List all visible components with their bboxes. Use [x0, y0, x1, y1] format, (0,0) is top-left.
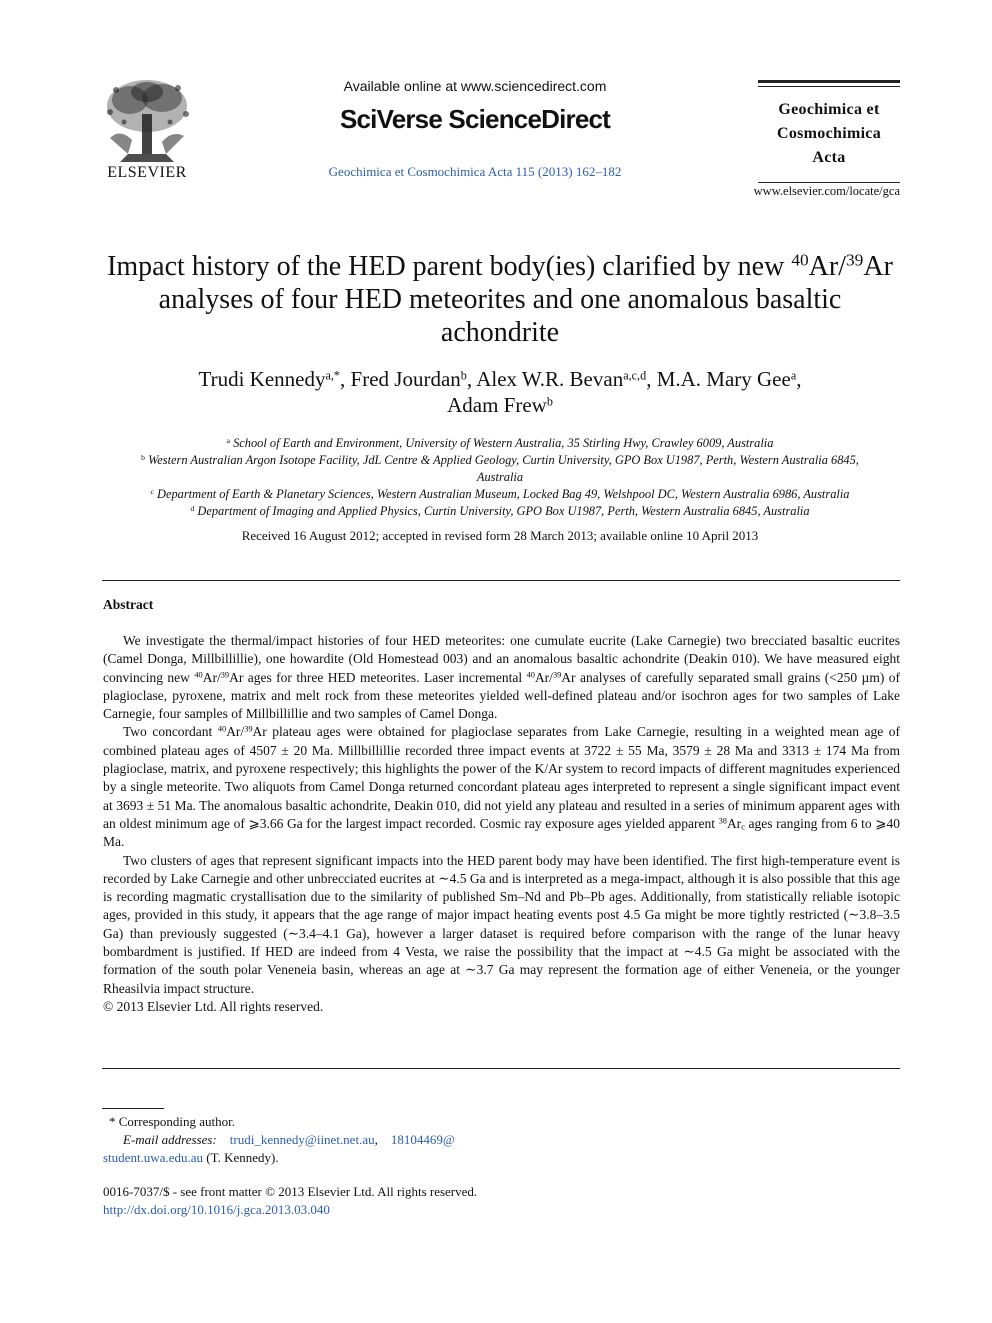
email-link[interactable]: student.uwa.edu.au — [103, 1150, 204, 1165]
article-title: Impact history of the HED parent body(ies) clarified by new $^{40}$Ar/$^{39}$Ar analyses of four HED meteorites and one anomalous basaltic achondrite — [107, 250, 893, 348]
divider — [102, 1068, 900, 1069]
abstract-heading: Abstract — [103, 597, 154, 612]
abstract-paragraph: Two clusters of ages that represent significant impacts into the HED parent body may have been identified. The first high-temperature event is recorded by Lake Carnegie and other unbrecciated eucrites at ∼4.5 Ga and is interpreted as a mega-impact, although it is also possible that this age is recording magmatic crystallisation due to the similarity of published Sm–Nd and Pb–Pb ages. Additionally, from statistically reliable isotopic ages, provided in this study, it appears that the age range of major impact heating events post 4.5 Ga might be more tightly restricted (∼3.8–3.5 Ga) than previously suggested (∼3.4–4.1 Ga), however a larger dataset is required before comparison with the range of the lunar heavy bombardment is justified. If HED are indeed from 4 Vesta, we raise the possibility that the impact at ∼4.5 Ga might be associated with the formation of the south polar Veneneia basin, whereas an age at ∼3.7 Ga may represent the formation age of either Veneneia, or the younger Rheasilvia impact structure. — [103, 852, 900, 996]
journal-name-line-3: Acta — [812, 149, 846, 166]
corresponding-author-footnote: * Corresponding author. E-mail addresses: trudi_kennedy@iinet.net.au, 18104469@ student.uwa.edu.au (T. Kennedy). — [103, 1114, 455, 1165]
divider — [102, 580, 900, 581]
author[interactable]: Alex W.R. Bevan$^{a,c,d}$ — [476, 367, 647, 391]
email-link[interactable]: 18104469@ — [390, 1132, 455, 1147]
publisher-name: ELSEVIER — [107, 164, 187, 181]
journal-citation-link[interactable]: Geochimica et Cosmochimica Acta 115 (2013) 162–182 — [328, 164, 622, 179]
journal-title-box — [758, 80, 900, 183]
abstract-paragraph: We investigate the thermal/impact histories of four HED meteorites: one cumulate eucrite (Lake Carnegie) two brecciated basaltic eucrites (Camel Donga, Millbillillie), one howardite (Old Homestead 003) and an anomalous basaltic achondrite (Deakin 010). We have measured eight convincing new $^{40}$Ar/$^{39}$Ar ages for three HED meteorites. Laser incremental $^{40}$Ar/$^{39}$Ar analyses of carefully separated small grains (<250 µm) of plagioclase, pyroxene, matrix and melt rock from these meteorites yielded well-defined plateau and/or isochron ages for two samples of Lake Carnegie, four samples of Millbillillie and two samples of Camel Donga. — [103, 633, 901, 722]
affiliation: $^b$ Western Australian Argon Isotope Facility, JdL Centre & Applied Geology, Curtin University, GPO Box U1987, Perth, Western Australia 6845, Australia — [141, 452, 859, 484]
journal-name-line-1: Geochimica et — [778, 101, 880, 118]
abstract-body — [103, 632, 900, 1016]
affiliation: $^c$ Department of Earth & Planetary Sciences, Western Australian Museum, Locked Bag 49, Welshpool DC, Western Australia 6986, Australia — [150, 486, 850, 501]
journal-homepage-link[interactable]: www.elsevier.com/locate/gca — [753, 184, 900, 198]
abstract-paragraph: Two concordant $^{40}$Ar/$^{39}$Ar plateau ages were obtained for plagioclase separates from Lake Carnegie, resulting in a weighted mean age of combined plateau ages of 4507 ± 20 Ma. Millbillillie recorded three impact events at 3722 ± 55 Ma, 3579 ± 28 Ma and 3313 ± 174 Ma from plagioclase, matrix, and pyroxene respectively; this highlights the power of the K/Ar system to record impacts of different magnitudes experienced by a single meteorite. Two aliquots from Camel Donga returned concordant plateau ages interpreted to represent a single significant impact event at 3693 ± 51 Ma. The anomalous basaltic achondrite, Deakin 010, did not yield any plateau and resulted in a series of minimum apparent ages with an oldest minimum age of ⩾3.66 Ga for the largest impact recorded. Cosmic ray exposure ages yielded apparent $^{38}Ar_c$ ages ranging from 6 to ⩾40 Ma. — [103, 724, 901, 850]
front-matter — [103, 1183, 603, 1219]
tree-icon — [100, 78, 194, 164]
author[interactable]: M.A. Mary Gee$^a$ — [656, 367, 797, 391]
affiliations — [100, 435, 900, 520]
issn-line: 0016-7037/$ - see front matter © 2013 Elsevier Ltd. All rights reserved. — [103, 1184, 478, 1199]
article-history: Received 16 August 2012; accepted in revised form 28 March 2013; available online 10 April 2013 — [241, 528, 759, 543]
email-label: E-mail addresses: — [123, 1132, 217, 1147]
affiliation: $^d$ Department of Imaging and Applied Physics, Curtin University, GPO Box U1987, Perth, Western Australia 6845, Australia — [190, 503, 810, 518]
abstract-copyright: © 2013 Elsevier Ltd. All rights reserved. — [103, 998, 324, 1014]
author[interactable]: Trudi Kennedy$^{a,*}$ — [198, 367, 341, 391]
doi-link[interactable]: http://dx.doi.org/10.1016/j.gca.2013.03.040 — [103, 1202, 330, 1217]
author[interactable]: Fred Jourdan$^b$ — [350, 367, 467, 391]
available-online-text[interactable]: Available online at www.sciencedirect.com — [343, 78, 607, 94]
corresponding-label: Corresponding author. — [118, 1114, 236, 1129]
affiliation: $^a$ School of Earth and Environment, University of Western Australia, 35 Stirling Hwy, Crawley 6009, Australia — [226, 435, 774, 450]
footnote-rule — [102, 1108, 164, 1109]
author-list: Trudi Kennedy$^{a,*}$, Fred Jourdan$^b$, Alex W.R. Bevan$^{a,c,d}$, M.A. Mary Gee$^a$, Adam Frew$^b$ — [198, 367, 802, 417]
email-link[interactable]: trudi_kennedy@iinet.net.au — [229, 1132, 375, 1147]
sciencedirect-brand[interactable]: SciVerse ScienceDirect — [339, 104, 611, 134]
author[interactable]: Adam Frew$^b$ — [447, 393, 553, 417]
journal-name-line-2: Cosmochimica — [776, 125, 882, 142]
